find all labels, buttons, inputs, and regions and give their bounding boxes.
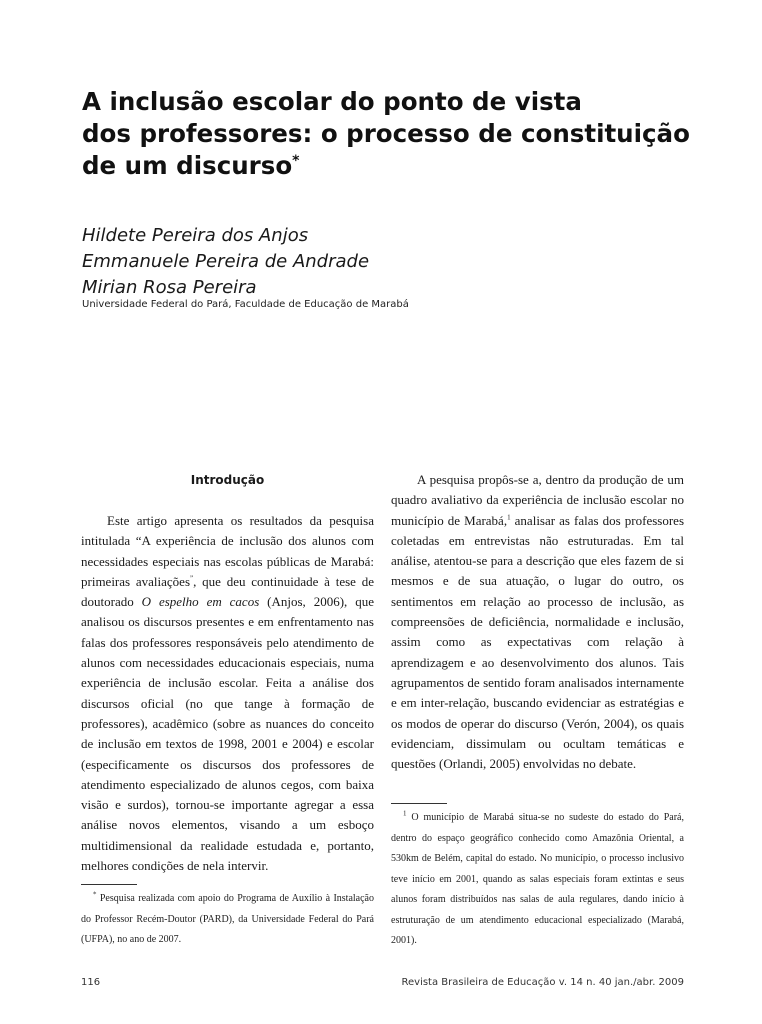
- footnote: [391, 808, 684, 952]
- paragraph-text: , que deu continuidade à tese de doutorado: [81, 573, 374, 610]
- paragraph-text: analisar as falas dos professores coletadas em entrevistas não estruturadas. Em tal análise, atentou-se para a descrição que eles fazem de si mesmos e de sua atuação, o lugar do outro, os sentimentos em relação ao processo de inclusão, as compreensões de deficiência, normalidade e inclusão, assim como as expectativas com relação à aprendizagem e ao desenvolvimento dos alunos. Tais agrupamentos de sentido foram analisados internamente e em inter-relação, buscando evidenciar as estratégias e os modos de operar do discurso (Verón, 2004), os quais evidenciam, dissimulam ou ocultam temáticas e questões (Orlandi, 2005) envolvidas no debate.: [391, 512, 685, 772]
- page-number: 116: [81, 977, 101, 988]
- title-line: dos professores: o processo de constituição: [82, 119, 690, 148]
- title-line: [82, 150, 702, 182]
- author-name: Emmanuele Pereira de Andrade: [82, 251, 370, 272]
- footnote-marker: ”: [190, 574, 194, 583]
- title-line: A inclusão escolar do ponto de vista: [82, 87, 582, 116]
- footnote-marker: 1: [403, 809, 407, 818]
- footnote-marker[interactable]: 1: [507, 513, 511, 522]
- left-column: [81, 470, 374, 876]
- footnote-divider: [81, 884, 137, 885]
- right-column: [391, 470, 684, 774]
- footnote-text: O município de Marabá situa-se no sudeste do estado do Pará, dentro do espaço geográfico conhecido como Amazônia Oriental, a 530km de Belém, capital do estado. No município, o processo inclusivo teve início em 2001, quando as salas especiais foram extintas e seus alunos foram distribuídos nas salas de aula regulares, dando início à estruturação de um atendimento educacional especializado (Marabá, 2001).: [391, 812, 684, 946]
- book-title: O espelho em cacos: [141, 594, 260, 610]
- journal-citation: Revista Brasileira de Educação v. 14 n. 40 jan./abr. 2009: [401, 977, 684, 988]
- article-title: [82, 86, 702, 182]
- paragraph-text: Este artigo apresenta os resultados da pesquisa intitulada “A experiência de inclusão dos alunos com necessidades especiais nas escolas públicas de Marabá: primeiras avaliações: [81, 513, 374, 589]
- footnote: [81, 889, 374, 951]
- research-paragraph: [391, 470, 684, 774]
- footnote-text: Pesquisa realizada com apoio do Programa de Auxílio à Instalação do Professor Recém-Doutor (PARD), da Universidade Federal do Pará (UFPA), no ano de 2007.: [81, 893, 374, 945]
- author-list: [82, 223, 369, 301]
- title-footnote-marker[interactable]: *: [292, 152, 300, 169]
- footnote-divider: [391, 803, 447, 804]
- title-line-text: de um discurso: [82, 151, 293, 180]
- author-name: Mirian Rosa Pereira: [82, 277, 257, 298]
- footnote-marker: *: [93, 890, 97, 899]
- affiliation: Universidade Federal do Pará, Faculdade de Educação de Marabá: [82, 299, 409, 310]
- section-heading: Introdução: [190, 473, 265, 487]
- intro-paragraph: [81, 511, 374, 876]
- paragraph-text: A pesquisa propôs-se a, dentro da produção de um quadro avaliativo da experiência de inclusão escolar no município de Marabá,: [391, 472, 684, 528]
- author-name: Hildete Pereira dos Anjos: [82, 225, 309, 246]
- paragraph-text: (Anjos, 2006), que analisou os discursos presentes e em enfrentamento nas falas dos professores responsáveis pelo atendimento de alunos com necessidades educacionais especiais, numa experiência de inclusão escolar. Feita a análise dos discursos oficial (no que tange à formação de professores), acadêmico (sobre as nuances do conceito de inclusão em textos de 1998, 2001 e 2004) e escolar (especificamente os discursos dos professores de atendimento especializado de alunos cegos, com baixa visão e surdos), tornou-se importante agregar a essa análise novos elementos, visando a um esboço multidimensional da realidade estudada e, portanto, melhores condições de nela intervir.: [81, 594, 374, 874]
